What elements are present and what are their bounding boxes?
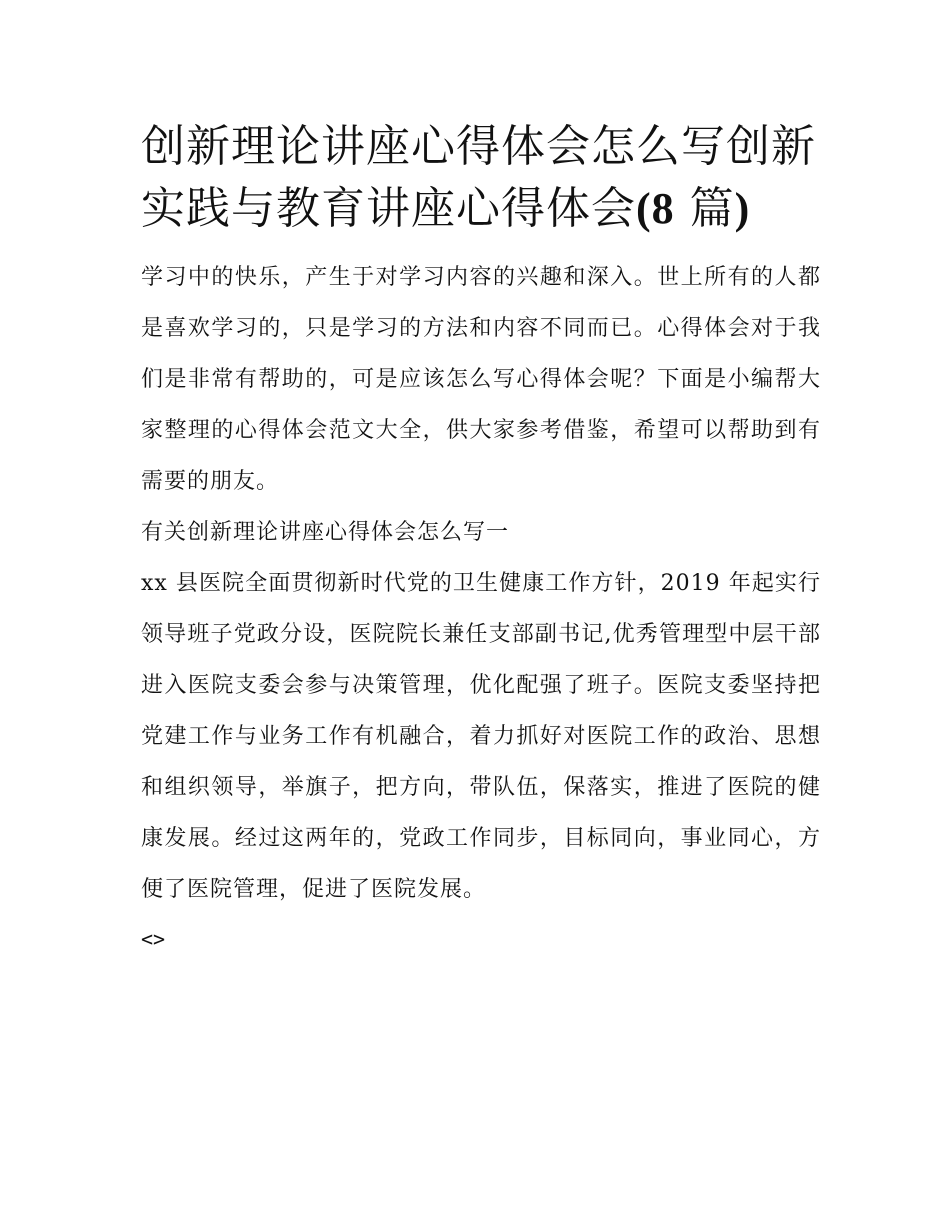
body-paragraph: xx 县医院全面贯彻新时代党的卫生健康工作方针，2019 年起实行领导班子党政分设，医院院长兼任支部副书记,优秀管理型中层干部进入医院支委会参与决策管理，优化配强了班子。医院支委坚持把党建工作与业务工作有机融合，着力抓好对医院工作的政治、思想和组织领导，举旗子，把方向，带队伍，保落实，推进了医院的健康发展。经过这两年的，党政工作同步，目标同向，事业同心，方便了医院管理，促进了医院发展。: [141, 571, 821, 902]
nav-marker[interactable]: <>: [141, 927, 166, 951]
title-count-open: (8: [636, 184, 675, 233]
section-heading: 有关创新理论讲座心得体会怎么写一: [141, 520, 510, 545]
title-count-close: ): [734, 184, 751, 233]
title-main-text: 创新理论讲座心得体会怎么写创新实践与教育讲座心得体会: [141, 121, 816, 234]
document-title: [141, 116, 821, 240]
intro-paragraph: 学习中的快乐，产生于对学习内容的兴趣和深入。世上所有的人都是喜欢学习的，只是学习的方法和内容不同而已。心得体会对于我们是非常有帮助的，可是应该怎么写心得体会呢？下面是小编帮大家整理的心得体会范文大全，供大家参考借鉴，希望可以帮助到有需要的朋友。: [141, 265, 821, 494]
title-count-word: 篇: [674, 183, 735, 234]
document-page: [141, 116, 821, 963]
